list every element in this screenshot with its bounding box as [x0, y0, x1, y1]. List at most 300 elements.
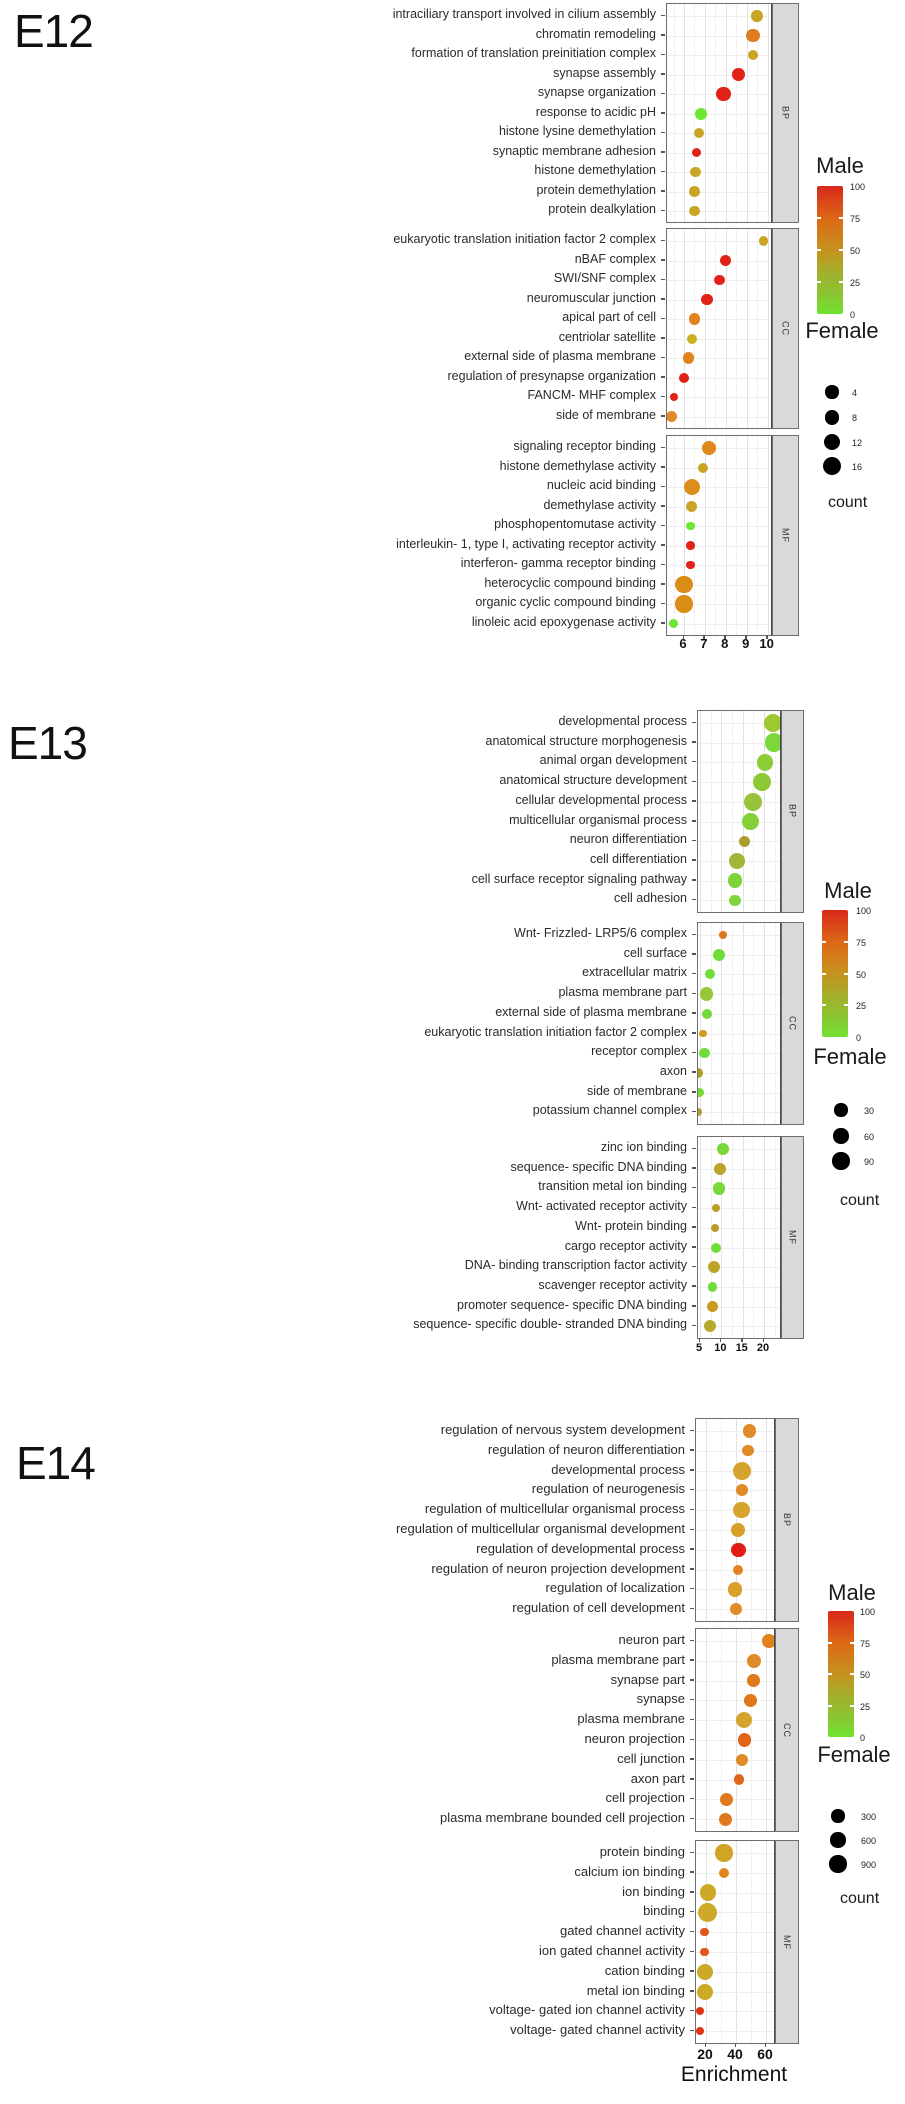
dot	[684, 479, 700, 495]
gridline-h	[667, 192, 771, 193]
gridline-v	[766, 1629, 767, 1831]
y-tick	[690, 1778, 694, 1780]
go-term-label: developmental process	[558, 714, 687, 728]
facet-panel	[697, 922, 782, 1125]
colorbar-tick-label: 100	[856, 906, 872, 916]
facet-strip	[781, 922, 804, 1125]
dot	[698, 463, 708, 473]
go-term-label: cell surface receptor signaling pathway	[471, 871, 687, 886]
y-tick	[692, 1071, 696, 1073]
go-term-label: intraciliary transport involved in cilium assembly	[392, 7, 656, 21]
facet-strip-label: MF	[787, 1230, 798, 1245]
y-tick	[690, 1548, 694, 1550]
gridline-h	[696, 1740, 774, 1741]
x-tick-label: 40	[727, 2046, 743, 2062]
facet-strip-label: BP	[780, 105, 791, 120]
gridline-h	[696, 1490, 774, 1491]
dot	[700, 1884, 717, 1901]
section-label: E13	[8, 717, 87, 769]
y-tick	[692, 781, 696, 783]
go-term-label: multicellular organismal process	[509, 812, 687, 827]
colorbar-tick-label: 25	[856, 1001, 867, 1012]
dot	[744, 793, 763, 812]
gridline-h	[667, 133, 771, 134]
go-term-label: voltage- gated channel activity	[510, 2022, 685, 2038]
x-tick-label: 9	[742, 636, 750, 651]
gridline-h	[696, 1720, 774, 1721]
go-term-label: regulation of developmental process	[476, 1540, 685, 1556]
gridline-h	[667, 417, 771, 418]
y-tick	[690, 1640, 694, 1642]
go-term-label: cell junction	[617, 1750, 685, 1766]
legend-count-dot	[824, 434, 840, 450]
go-term-label: FANCM- MHF complex	[527, 388, 656, 402]
go-term-label: synapse assembly	[553, 65, 656, 80]
colorbar-notch	[822, 973, 826, 975]
dot	[697, 1088, 704, 1097]
y-tick	[692, 741, 696, 743]
legend-count-value: 300	[861, 1811, 877, 1822]
y-tick	[661, 112, 665, 114]
gridline-v	[726, 436, 727, 635]
y-tick	[661, 93, 665, 95]
go-term-label: cell differentiation	[589, 851, 687, 866]
go-term-label: apical part of cell	[562, 310, 656, 324]
go-term-label: anatomical structure morphogenesis	[485, 733, 687, 748]
y-tick	[692, 1091, 696, 1093]
colorbar-tick-label: 25	[850, 278, 861, 288]
go-term-label: cell surface	[623, 945, 687, 960]
legend-count-dot	[825, 410, 840, 425]
gridline-v	[706, 1841, 707, 2043]
section-label: E12	[14, 5, 93, 57]
go-term-label: plasma membrane part	[558, 985, 687, 1000]
gridline-v	[700, 1137, 701, 1338]
gridline-h	[667, 300, 771, 301]
facet-strip-label: MF	[780, 528, 791, 543]
gridline-v	[768, 436, 769, 635]
legend-count-dot	[825, 385, 838, 398]
gridline-v	[736, 1629, 737, 1831]
gridline-v	[694, 229, 695, 428]
legend-male-label: Male	[816, 153, 864, 178]
colorbar-notch	[828, 1642, 832, 1644]
gridline-h	[698, 1053, 780, 1054]
colorbar-notch	[817, 281, 821, 283]
dot	[670, 393, 678, 401]
y-tick	[692, 1148, 696, 1150]
facet-strip-label: CC	[780, 321, 791, 336]
y-tick	[661, 171, 665, 173]
gridline-h	[698, 1112, 780, 1113]
go-term-label: calcium ion binding	[574, 1863, 685, 1879]
y-tick	[690, 1529, 694, 1531]
gridline-h	[698, 935, 780, 936]
legend-count-dot	[834, 1103, 847, 1116]
y-tick	[661, 544, 665, 546]
go-term-label: ion binding	[622, 1883, 685, 1899]
gridline-h	[698, 802, 780, 803]
go-term-label: demethylase activity	[543, 497, 656, 512]
dot	[738, 1733, 751, 1746]
y-tick	[692, 859, 696, 861]
facet-strip-label: BP	[782, 1512, 792, 1527]
y-tick	[690, 1891, 694, 1893]
colorbar-notch	[817, 217, 821, 219]
y-tick	[661, 505, 665, 507]
section-label: E14	[16, 1437, 95, 1489]
y-tick	[661, 447, 665, 449]
gridline-v	[736, 436, 737, 635]
dot	[694, 128, 704, 138]
y-tick	[690, 1588, 694, 1590]
y-tick	[692, 899, 696, 901]
dot	[731, 1523, 745, 1537]
y-tick	[661, 151, 665, 153]
facet-strip-label: BP	[787, 804, 798, 819]
gridline-h	[696, 1451, 774, 1452]
y-tick	[661, 603, 665, 605]
go-term-label: signaling receptor binding	[513, 439, 656, 453]
legend-count-title: count	[840, 1890, 880, 1907]
colorbar-notch	[844, 941, 848, 943]
dot	[708, 1261, 720, 1273]
colorbar-tick-label: 25	[860, 1701, 871, 1712]
x-tick-label: 20	[697, 2046, 713, 2062]
y-tick	[690, 1990, 694, 1992]
dot	[699, 1048, 710, 1059]
gridline-h	[667, 172, 771, 173]
go-term-label: external side of plasma membrane	[464, 349, 656, 363]
y-tick	[661, 466, 665, 468]
y-tick	[661, 210, 665, 212]
y-tick	[692, 1187, 696, 1189]
go-term-label: promoter sequence- specific DNA binding	[457, 1297, 687, 1312]
gridline-v	[751, 1841, 752, 2043]
facet-strip-label: MF	[782, 1934, 792, 1950]
dot	[696, 2007, 704, 2015]
y-tick	[690, 1659, 694, 1661]
dot	[719, 931, 726, 938]
y-tick	[661, 415, 665, 417]
gridline-v	[706, 1419, 707, 1621]
dot	[697, 1984, 713, 2000]
facet-strip	[775, 1418, 799, 1622]
gridline-h	[698, 1093, 780, 1094]
dot	[719, 1813, 732, 1826]
go-term-label: sequence- specific double- stranded DNA binding	[413, 1317, 687, 1332]
go-term-label: centriolar satellite	[558, 329, 656, 344]
go-term-label: zinc ion binding	[600, 1140, 687, 1154]
facet-panel	[666, 435, 773, 636]
gridline-v	[706, 1629, 707, 1831]
go-term-label: regulation of nervous system development	[440, 1422, 685, 1437]
colorbar-notch	[839, 249, 843, 251]
x-tick-label: 6	[679, 636, 687, 651]
gridline-v	[736, 1841, 737, 2043]
colorbar-notch	[839, 281, 843, 283]
colorbar-notch	[817, 249, 821, 251]
gridline-h	[667, 397, 771, 398]
y-tick	[692, 1111, 696, 1113]
gridline-h	[698, 955, 780, 956]
x-tick-label: 10	[714, 1342, 727, 1354]
colorbar-notch	[839, 217, 843, 219]
legend-count-dot	[832, 1152, 849, 1169]
gridline-v	[684, 229, 685, 428]
gridline-h	[667, 153, 771, 154]
legend-count-title: count	[840, 1192, 880, 1209]
gridline-h	[667, 565, 771, 566]
legend-female-label: Female	[817, 1742, 891, 1767]
dot	[716, 87, 731, 102]
gridline-v	[743, 923, 744, 1124]
y-tick	[661, 486, 665, 488]
go-term-label: metal ion binding	[586, 1982, 685, 1998]
gridline-v	[775, 1137, 776, 1338]
dot	[731, 1543, 746, 1558]
legend-count-dot	[829, 1855, 846, 1872]
gridline-v	[747, 229, 748, 428]
dot	[733, 1565, 743, 1575]
y-tick	[692, 934, 696, 936]
y-tick	[692, 1207, 696, 1209]
legend-count-value: 16	[852, 461, 863, 472]
dot	[733, 1502, 750, 1519]
gridline-h	[667, 241, 771, 242]
go-term-label: interferon- gamma receptor binding	[460, 556, 656, 570]
gridline-v	[768, 229, 769, 428]
gridline-v	[743, 1137, 744, 1338]
go-term-label: response to acidic pH	[535, 104, 656, 119]
y-tick	[690, 1798, 694, 1800]
dot	[692, 148, 701, 157]
y-tick	[661, 279, 665, 281]
colorbar-notch	[822, 941, 826, 943]
dot	[686, 501, 697, 512]
dot	[728, 1582, 743, 1597]
go-term-label: Wnt- protein binding	[575, 1218, 687, 1233]
go-term-label: histone demethylase activity	[499, 458, 656, 473]
dot	[713, 1182, 726, 1195]
legend-count-value: 30	[864, 1105, 875, 1116]
legend-count-value: 12	[852, 437, 863, 448]
dot	[683, 352, 694, 363]
go-term-label: neuron differentiation	[569, 832, 687, 847]
go-term-label: cargo receptor activity	[564, 1238, 687, 1253]
go-term-label: transition metal ion binding	[538, 1179, 687, 1194]
gridline-h	[667, 546, 771, 547]
dot	[720, 255, 731, 266]
go-term-label: receptor complex	[591, 1044, 687, 1059]
gridline-h	[696, 1700, 774, 1701]
gridline-v	[766, 1841, 767, 2043]
gridline-h	[667, 526, 771, 527]
legend-count-dot	[831, 1809, 844, 1822]
dot	[704, 1320, 716, 1332]
facet-panel	[666, 228, 773, 429]
y-tick	[661, 34, 665, 36]
y-tick	[661, 376, 665, 378]
gridline-v	[747, 436, 748, 635]
gridline-h	[696, 1873, 774, 1874]
dot	[747, 1674, 760, 1687]
x-axis-title: Enrichment	[680, 2063, 788, 2086]
dot	[733, 1462, 751, 1480]
dot	[751, 10, 762, 21]
go-term-label: side of membrane	[555, 407, 656, 422]
y-tick	[692, 879, 696, 881]
dot	[698, 1903, 717, 1922]
dot	[675, 576, 692, 593]
y-tick	[690, 1608, 694, 1610]
facet-strip	[772, 228, 799, 429]
colorbar-tick-label: 50	[850, 246, 861, 256]
gridline-h	[696, 2011, 774, 2012]
colorbar-notch	[822, 1004, 826, 1006]
gridline-v	[694, 436, 695, 635]
dot	[746, 29, 759, 42]
y-tick	[692, 1226, 696, 1228]
go-term-label: Wnt- activated receptor activity	[516, 1199, 687, 1214]
legend-count-value: 900	[861, 1859, 877, 1870]
go-term-label: regulation of neuron projection development	[431, 1560, 685, 1576]
go-term-label: animal organ development	[539, 753, 687, 768]
dot	[700, 1948, 709, 1957]
dot	[736, 1484, 748, 1496]
gridline-h	[667, 319, 771, 320]
y-tick	[690, 1970, 694, 1972]
y-tick	[692, 840, 696, 842]
dot	[702, 1009, 713, 1020]
gridline-v	[764, 1137, 765, 1338]
go-term-label: cellular developmental process	[515, 792, 687, 807]
dot	[679, 373, 689, 383]
go-term-label: binding	[643, 1903, 685, 1919]
colorbar-notch	[844, 1004, 848, 1006]
go-term-label: plasma membrane part	[551, 1651, 685, 1667]
colorbar-notch	[850, 1642, 854, 1644]
gridline-v	[732, 1137, 733, 1338]
gridline-h	[667, 114, 771, 115]
dot	[742, 813, 759, 830]
go-term-label: formation of translation preinitiation complex	[411, 46, 656, 60]
gridline-v	[721, 1419, 722, 1621]
facet-panel	[666, 3, 773, 223]
y-tick	[661, 15, 665, 17]
gridline-h	[698, 822, 780, 823]
go-term-label: eukaryotic translation initiation factor 2 complex	[393, 232, 656, 246]
go-term-label: potassium channel complex	[532, 1103, 687, 1118]
y-tick	[692, 1266, 696, 1268]
gridline-h	[667, 75, 771, 76]
go-term-label: eukaryotic translation initiation factor 2 complex	[424, 1024, 687, 1039]
go-term-label: chromatin remodeling	[535, 26, 656, 41]
y-tick	[692, 1167, 696, 1169]
y-tick	[661, 240, 665, 242]
y-tick	[690, 1758, 694, 1760]
go-term-label: gated channel activity	[559, 1923, 685, 1939]
gridline-v	[721, 711, 722, 912]
go-term-label: cell adhesion	[614, 891, 687, 906]
gridline-v	[715, 436, 716, 635]
gridline-h	[696, 2031, 774, 2032]
gridline-v	[764, 923, 765, 1124]
y-tick	[661, 73, 665, 75]
go-term-label: sequence- specific DNA binding	[510, 1159, 687, 1174]
y-tick	[690, 1679, 694, 1681]
go-term-label: scavenger receptor activity	[538, 1277, 687, 1292]
legend-colorbar	[817, 186, 843, 314]
colorbar-tick-label: 0	[860, 1733, 866, 1743]
gridline-v	[705, 229, 706, 428]
legend-count-dot	[833, 1128, 848, 1143]
dot	[697, 1068, 703, 1078]
dot	[729, 853, 745, 869]
legend-count-value: 60	[864, 1131, 875, 1142]
legend-male-label: Male	[824, 878, 872, 903]
y-tick	[661, 259, 665, 261]
dot	[697, 1964, 713, 1980]
gridline-h	[667, 448, 771, 449]
gridline-v	[753, 1137, 754, 1338]
y-tick	[661, 337, 665, 339]
go-term-label: ion gated channel activity	[539, 1943, 685, 1958]
go-term-label: cation binding	[604, 1962, 685, 1978]
go-term-label: Wnt- Frizzled- LRP5/6 complex	[514, 926, 687, 940]
facet-panel	[697, 710, 782, 913]
legend-count-value: 4	[852, 387, 858, 398]
go-term-label: anatomical structure development	[499, 773, 687, 788]
go-term-label: voltage- gated ion channel activity	[489, 2002, 685, 2018]
colorbar-tick-label: 75	[856, 937, 867, 948]
facet-strip-label: CC	[787, 1016, 798, 1031]
colorbar-tick-label: 0	[850, 310, 856, 320]
legend-male-label: Male	[828, 1580, 876, 1605]
y-tick	[692, 800, 696, 802]
legend-count-value: 600	[861, 1835, 877, 1846]
x-tick-label: 10	[759, 636, 774, 651]
y-tick	[661, 564, 665, 566]
legend-colorbar	[822, 910, 848, 1037]
go-term-label: regulation of cell development	[512, 1600, 685, 1616]
dot	[699, 1030, 706, 1037]
y-tick	[692, 1285, 696, 1287]
y-tick	[661, 318, 665, 320]
colorbar-tick-label: 0	[856, 1033, 862, 1043]
gridline-h	[667, 487, 771, 488]
dot	[729, 895, 740, 906]
go-term-label: plasma membrane	[577, 1711, 685, 1727]
gridline-v	[715, 229, 716, 428]
go-term-label: linoleic acid epoxygenase activity	[471, 614, 656, 629]
go-term-label: regulation of neuron differentiation	[487, 1441, 685, 1457]
dot	[759, 236, 768, 245]
dot	[765, 733, 782, 752]
y-tick	[661, 396, 665, 398]
dot	[686, 522, 695, 531]
dot	[719, 1868, 729, 1878]
dot	[669, 619, 678, 628]
go-term-label: developmental process	[551, 1461, 685, 1477]
legend-count-dot	[823, 457, 841, 475]
dot	[714, 1163, 726, 1175]
go-term-label: regulation of neurogenesis	[531, 1481, 685, 1497]
y-tick	[690, 1699, 694, 1701]
gridline-h	[696, 1661, 774, 1662]
y-tick	[690, 2010, 694, 2012]
dot	[689, 186, 700, 197]
